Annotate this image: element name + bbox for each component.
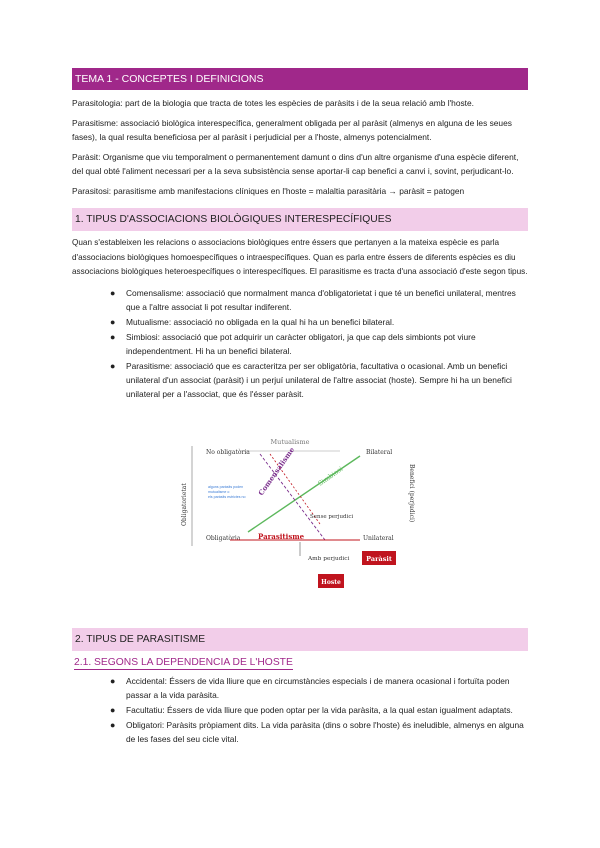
bullet-icon: ● [110,360,116,371]
diagram-left-axis: Obligatorietat [181,483,188,526]
list-item-text: Comensalisme: associació que normalment manca d'obligatorietat i que té un benefici unilateral, mentres que a l'altre associat li pot resultar indiferent. [126,287,516,312]
bullet-icon: ● [110,331,116,342]
definition-parasitologia: Parasitologia: part de la biologia que tracta de totes les espècies de paràsits i de la seua relació amb l'hoste. [72,98,474,108]
diagram-top-label: Mutualisme [270,438,310,446]
section-2-1-heading [72,657,528,668]
list-item-text: Accidental: Éssers de vida lliure que en circumstàncies especials i de manera ocasional i fortuïta poden passar a la vida paràsita. [126,676,510,700]
list-item [72,286,528,314]
bullet-icon: ● [110,287,116,298]
section-2-1-heading-text: 2.1. SEGONS LA DEPENDENCIA DE L'HOSTE [74,657,293,668]
list-item [72,674,528,702]
definition-parasitisme: Parasitisme: associació biològica interespecífica, generalment obligada per al paràsit (almenys en alguna de les seues fases), la qual resulta beneficiosa per al paràsit i perjudicial per a l'hoste, almenys potencialment. [72,118,512,142]
list-item-text: Parasitisme: associació que es caracteritza per ser obligatòria, facultativa o ocasional. Amb un benefici unilateral d'un associat (paràsit) i un perjuí unilateral de l'altre associat (hoste). Sempre hi ha un benefici unilateral per a l'associat, que és l'ésser paràsit. [126,360,512,399]
parasitism-types-list [72,674,528,746]
list-item [72,703,528,717]
diagram-hoste-box: Hoste [321,579,341,586]
list-item-text: Facultatiu: Éssers de vida lliure que poden optar per la vida paràsita, a la qual estan igualment adaptats. [126,705,513,715]
section-1-heading: 1. TIPUS D'ASSOCIACIONS BIOLÒGIQUES INTERESPECÍFIQUES [72,208,528,231]
diagram-simbiosi: Simbiosi [316,464,345,488]
association-diagram [170,436,415,594]
diagram-parasit-box: Paràsit [366,555,392,563]
bullet-icon: ● [110,720,116,730]
definition-parasitosi: Parasitosi: parasitisme amb manifestacions clíniques en l'hoste = malaltia parasitària → paràsit = patogen [72,186,465,196]
page-title: TEMA 1 - CONCEPTES I DEFINICIONS [72,68,528,90]
section-2 [72,628,528,750]
diagram-parasitisme: Parasitisme [258,532,305,541]
list-item [72,315,528,329]
list-item [72,718,528,746]
diagram-note-1: alguns paràsits poden [208,485,244,489]
diagram-no-obligatoria: No obligatòria [206,449,250,456]
bullet-icon: ● [110,676,116,686]
section-2-heading: 2. TIPUS DE PARASITISME [72,628,528,651]
section-1-intro: Quan s'estableixen les relacions o associacions biològiques entre éssers que pertanyen a la mateixa espècie es parla d'associacions biològiques homoespecífiques o intraespecífiques. Quan es parla entre éssers de diferents espècies es diu associacions biològiques heteroespecífiques o interespecífiques. El parasitisme es tracta d'una associació d'este segon tipus. [72,238,528,276]
diagram-obligatoria: Obligatòria [206,535,241,542]
bullet-icon: ● [110,316,116,327]
list-item [72,330,528,358]
document-page [72,68,528,405]
diagram-right-axis: Benefici (perjudici) [408,464,415,523]
list-item-text: Mutualisme: associació no obligada en la qual hi ha un benefici bilateral. [126,316,395,327]
bullet-icon: ● [110,705,116,715]
diagram-note-3: els paràsits estrictes no [208,495,246,499]
list-item-text: Simbiosi: associació que pot adquirir un caràcter obligatori, ja que cap dels simbionts pot viure independentment. Hi ha un benefici bilateral. [126,331,476,356]
definition-parasit: Paràsit: Organisme que viu temporalment o permanentement damunt o dins d'un altre organisme d'una espècie diferent, del qual obté l'aliment necessari per a la seva subsistència sense aportar-li cap benefici a canvi i, sovint, perjudicant-lo. [72,152,519,176]
list-item-text: Obligatori: Paràsits pròpiament dits. La vida paràsita (dins o sobre l'hoste) és ineludible, almenys en alguna de les fases del seu cicle vital. [126,720,524,744]
diagram-bilateral: Bilateral [366,449,393,456]
diagram-note-2: mutualisme o [208,490,230,494]
diagram-comensalisme: Comensalisme [256,445,297,498]
comensalisme-line [260,454,325,540]
list-item [72,359,528,401]
diagram-unilateral: Unilateral [363,535,394,542]
association-types-list [72,286,528,401]
diagram-amb-perjudici: Amb perjudici [308,556,350,562]
diagram-sense-perjudici: Sense perjudici [310,514,354,520]
